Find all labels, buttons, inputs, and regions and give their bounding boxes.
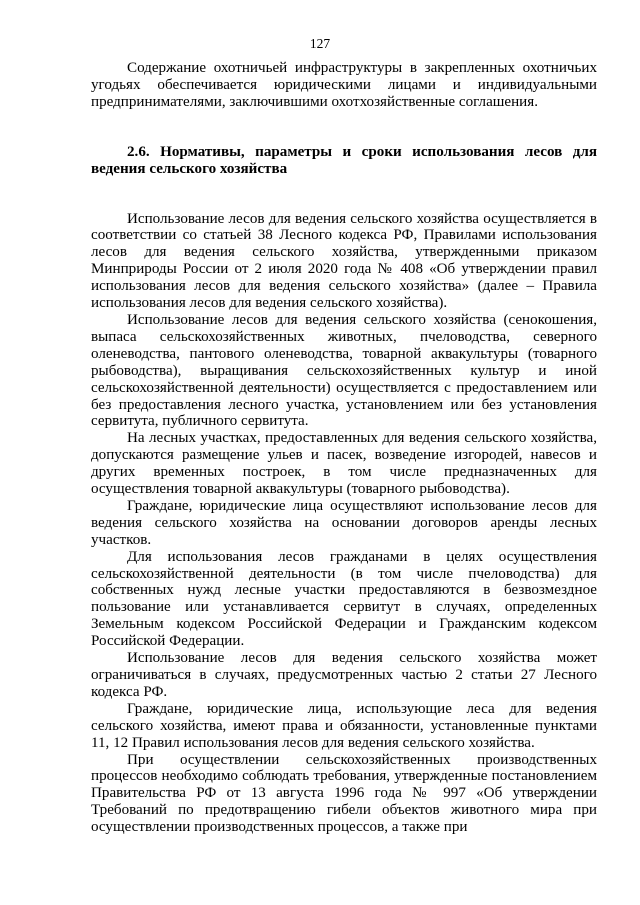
- spacer: [91, 178, 597, 211]
- body-paragraph: Граждане, юридические лица осуществляют использование лесов для ведения сельского хозяйства на основании договоров аренды лесных участков.: [91, 497, 597, 548]
- page-number: 127: [309, 36, 331, 51]
- section-heading: 2.6. Нормативы, параметры и сроки использования лесов для ведения сельского хозяйства: [91, 143, 597, 177]
- page-content: [91, 60, 597, 836]
- spacer: [91, 111, 597, 144]
- body-paragraph: Граждане, юридические лица, использующие леса для ведения сельского хозяйства, имеют права и обязанности, установленные пунктами 11, 12 Правил использования лесов для ведения сельского хозяйства.: [91, 700, 597, 751]
- body-paragraph: Использование лесов для ведения сельского хозяйства (сенокошения, выпаса сельскохозяйственных животных, пчеловодства, северного оленеводства, пантового оленеводства, товарной аквакультуры (товарного рыбоводства), выращивания сельскохозяйственных культур и иной сельскохозяйственной деятельности) осуществляется с предоставлением или без предоставления лесного участка, установлением или без установления сервитута, публичного сервитута.: [91, 311, 597, 430]
- body-paragraph: На лесных участках, предоставленных для ведения сельского хозяйства, допускаются размещение ульев и пасек, возведение изгородей, навесов и других временных построек, в том числе предназначенных для осуществления товарной аквакультуры (товарного рыбоводства).: [91, 430, 597, 498]
- intro-paragraph: Содержание охотничьей инфраструктуры в закрепленных охотничьих угодьях обеспечивается юридическими лицами и индивидуальными предпринимателями, заключившими охотхозяйственные соглашения.: [91, 60, 597, 110]
- body-paragraph: При осуществлении сельскохозяйственных производственных процессов необходимо соблюдать требования, утвержденные постановлением Правительства РФ от 13 августа 1996 года № 997 «Об утверждении Требований по предотвращению гибели объектов животного мира при осуществлении производственных процессов, а также при: [91, 751, 597, 836]
- body-paragraph: Использование лесов для ведения сельского хозяйства может ограничиваться в случаях, предусмотренных частью 2 статьи 27 Лесного кодекса РФ.: [91, 650, 597, 700]
- body-paragraph: Для использования лесов гражданами в целях осуществления сельскохозяйственной деятельности (в том числе пчеловодства) для собственных нужд лесные участки предоставляются в безвозмездное пользование или устанавливается сервитут в случаях, определенных Земельным кодексом Российской Федерации и Гражданским кодексом Российской Федерации.: [91, 548, 597, 650]
- body-paragraph: Использование лесов для ведения сельского хозяйства осуществляется в соответствии со статьей 38 Лесного кодекса РФ, Правилами использования лесов для ведения сельского хозяйства, утвержденными приказом Минприроды России от 2 июля 2020 года № 408 «Об утверждении правил использования лесов для ведения сельского хозяйства» (далее – Правила использования лесов для ведения сельского хозяйства).: [91, 210, 597, 312]
